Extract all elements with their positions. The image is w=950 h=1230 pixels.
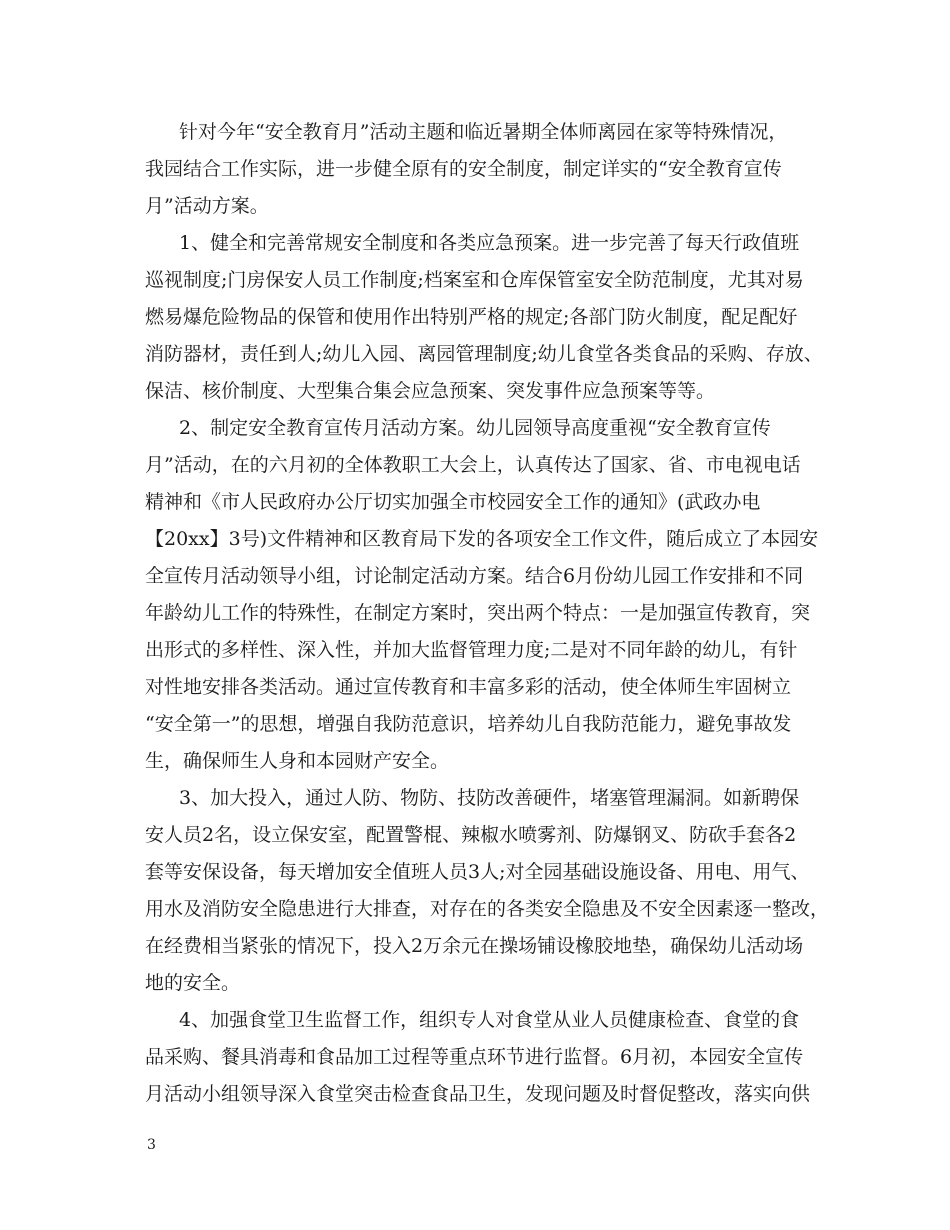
- paragraph-line: 品采购、餐具消毒和食品加工过程等重点环节进行监督。6月初，本园安全宣传: [145, 1046, 804, 1068]
- paragraph-line: 针对今年“安全教育月”活动主题和临近暑期全体师离园在家等特殊情况，: [179, 121, 788, 143]
- paragraph-line: 月”活动，在的六月初的全体教职工大会上，认真传达了国家、省、市电视电话: [145, 454, 801, 476]
- paragraph-line: 生，确保师生人身和本园财产安全。: [145, 750, 450, 772]
- paragraph-line: 巡视制度;门房保安人员工作制度;档案室和仓库保管室安全防范制度，尤其对易: [145, 269, 804, 291]
- paragraph-line: 年龄幼儿工作的特殊性，在制定方案时，突出两个特点：一是加强宣传教育，突: [145, 602, 811, 624]
- paragraph-line: 出形式的多样性、深入性，并加大监督管理力度;二是对不同年龄的幼儿，有针: [145, 639, 798, 661]
- paragraph-line: 地的安全。: [145, 972, 241, 994]
- paragraph-line: 月”活动方案。: [145, 195, 269, 217]
- paragraph-line: 在经费相当紧张的情况下，投入2万余元在操场铺设橡胶地垫，确保幼儿活动场: [145, 935, 804, 957]
- paragraph-line: 全宣传月活动领导小组，讨论制定活动方案。结合6月份幼儿园工作安排和不同: [145, 565, 804, 587]
- page-number: 3: [147, 1137, 156, 1153]
- paragraph-line: 燃易爆危险物品的保管和使用作出特别严格的规定;各部门防火制度，配足配好: [145, 306, 798, 328]
- paragraph-line: 1、健全和完善常规安全制度和各类应急预案。进一步完善了每天行政值班: [179, 232, 800, 254]
- paragraph-line: 3、加大投入，通过人防、物防、技防改善硬件，堵塞管理漏洞。如新聘保: [179, 787, 800, 809]
- paragraph-line: 安人员2名，设立保安室，配置警棍、辣椒水喷雾剂、防爆钢叉、防砍手套各2: [145, 824, 797, 846]
- paragraph-line: 保洁、核价制度、大型集合集会应急预案、突发事件应急预案等等。: [145, 380, 716, 402]
- paragraph-line: 4、加强食堂卫生监督工作，组织专人对食堂从业人员健康检查、食堂的食: [179, 1009, 800, 1031]
- paragraph-line: 月活动小组领导深入食堂突击检查食品卫生，发现问题及时督促整改，落实向供: [145, 1083, 811, 1105]
- paragraph-line: 套等安保设备，每天增加安全值班人员3人;对全园基础设施设备、用电、用气、: [145, 861, 810, 883]
- paragraph-line: 2、制定安全教育宣传月活动方案。幼儿园领导高度重视“安全教育宣传: [179, 417, 771, 439]
- paragraph-line: 用水及消防安全隐患进行大排查，对存在的各类安全隐患及不安全因素逐一整改，: [145, 898, 830, 920]
- paragraph-line: “安全第一”的思想，增强自我防范意识，培养幼儿自我防范能力，避免事故发: [145, 713, 792, 735]
- body-text: [145, 114, 830, 1113]
- paragraph-line: 【20xx】3号)文件精神和区教育局下发的各项安全工作文件，随后成立了本园安: [145, 528, 819, 550]
- paragraph-line: 消防器材，责任到人;幼儿入园、离园管理制度;幼儿食堂各类食品的采购、存放、: [145, 343, 823, 365]
- paragraph-line: 精神和《市人民政府办公厅切实加强全市校园安全工作的通知》(武政办电: [145, 491, 761, 513]
- paragraph-line: 我园结合工作实际，进一步健全原有的安全制度，制定详实的“安全教育宣传: [145, 158, 782, 180]
- paragraph-line: 对性地安排各类活动。通过宣传教育和丰富多彩的活动，使全体师生牢固树立: [145, 676, 792, 698]
